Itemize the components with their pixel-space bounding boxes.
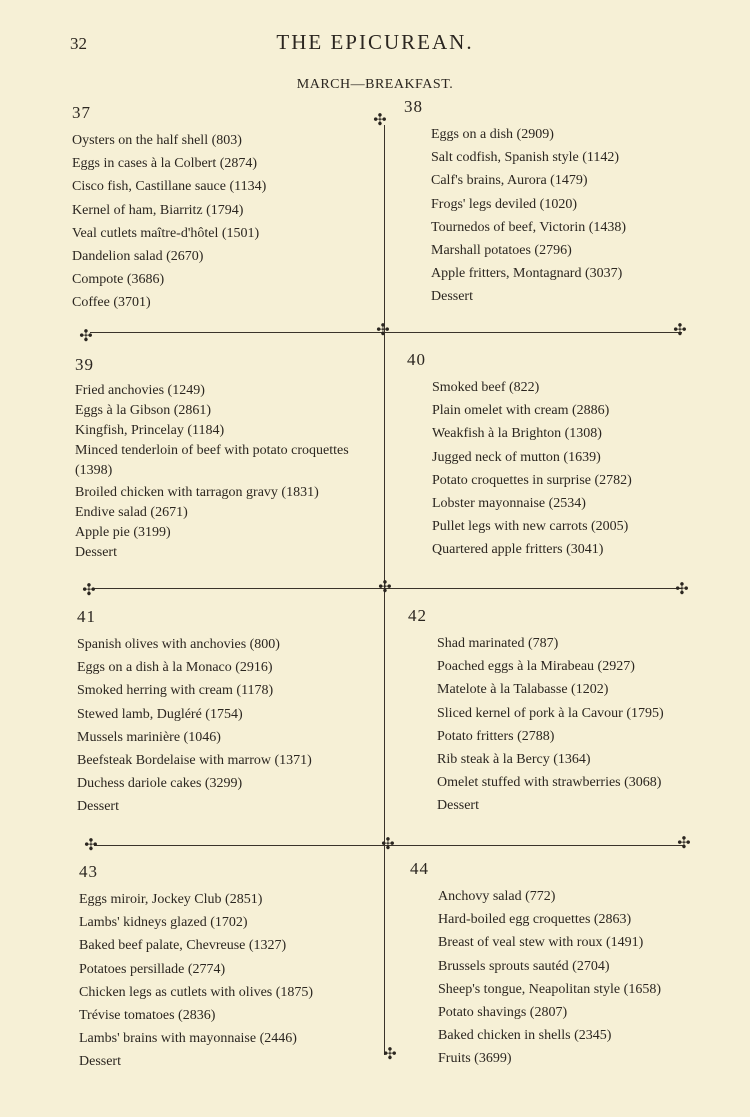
dish-item: Oysters on the half shell (803) <box>72 133 242 148</box>
dish-item: Potato fritters (2788) <box>437 728 555 744</box>
dish-item: Kingfish, Princelay (1184) <box>75 423 225 438</box>
dish-item: Apple pie (3199) <box>75 525 171 540</box>
dish-item: Dessert <box>75 545 117 560</box>
menu-number: 38 <box>404 97 423 116</box>
dish-item: Coffee (3701) <box>72 295 151 311</box>
menu-number: 37 <box>72 103 91 122</box>
dish-item: Sheep's tongue, Neapolitan style (1658) <box>438 981 661 997</box>
dish-item: Tournedos of beef, Victorin (1438) <box>431 219 627 235</box>
dish-item: Lambs' brains with mayonnaise (2446) <box>79 1031 297 1047</box>
dish-item: Jugged neck of mutton (1639) <box>432 449 601 465</box>
dish-item: Anchovy salad (772) <box>438 889 556 904</box>
dish-item: Kernel of ham, Biarritz (1794) <box>72 202 244 218</box>
dish-list <box>407 376 707 562</box>
dish-item: Veal cutlets maître-d'hôtel (1501) <box>72 225 260 241</box>
ornament-icon: ✣ <box>373 112 387 129</box>
dish-item: Matelote à la Talabasse (1202) <box>437 682 609 698</box>
dish-item: Eggs miroir, Jockey Club (2851) <box>79 892 263 907</box>
dish-item: Endive salad (2671) <box>75 505 188 520</box>
dish-item: Dessert <box>437 798 479 814</box>
dish-list <box>75 381 367 563</box>
menu-39 <box>75 355 367 563</box>
menu-number: 40 <box>407 350 426 369</box>
dish-item: Weakfish à la Brighton (1308) <box>432 426 602 442</box>
page-number: 32 <box>70 34 87 53</box>
dish-list <box>72 129 372 315</box>
menu-number: 43 <box>79 862 98 881</box>
dish-item: Lambs' kidneys glazed (1702) <box>79 915 248 931</box>
dish-item: Eggs on a dish à la Monaco (2916) <box>77 660 273 676</box>
running-title: THE EPICUREAN. <box>276 30 474 54</box>
dish-item: Eggs à la Gibson (2861) <box>75 403 212 418</box>
dish-list <box>404 123 704 309</box>
menu-37 <box>72 103 372 315</box>
dish-item: Salt codfish, Spanish style (1142) <box>431 150 620 166</box>
dish-item: Rib steak à la Bercy (1364) <box>437 752 591 768</box>
dish-item: Broiled chicken with tarragon gravy (1831) <box>75 485 319 500</box>
menu-number: 41 <box>77 607 96 626</box>
dish-item: Frogs' legs deviled (1020) <box>431 196 578 212</box>
dish-item: Pullet legs with new carrots (2005) <box>432 519 629 535</box>
ornament-icon: ✣ <box>383 1046 397 1063</box>
ornament-icon: ✣ <box>376 322 390 339</box>
dish-item: Shad marinated (787) <box>437 636 559 651</box>
dish-item: Potatoes persillade (2774) <box>79 961 226 977</box>
ornament-icon: ✣ <box>381 836 395 853</box>
dish-item: Apple fritters, Montagnard (3037) <box>431 266 623 282</box>
menu-40 <box>407 350 707 562</box>
dish-item: Dessert <box>431 289 473 305</box>
ornament-icon: ✣ <box>378 579 392 596</box>
dish-item: Mussels marinière (1046) <box>77 729 221 745</box>
ornament-icon: ✣ <box>84 837 98 854</box>
menu-41 <box>77 607 377 819</box>
dish-item: Lobster mayonnaise (2534) <box>432 496 586 512</box>
dish-item: Duchess dariole cakes (3299) <box>77 776 243 792</box>
menu-number: 44 <box>410 859 429 878</box>
dish-item: Potato shavings (2807) <box>438 1005 568 1021</box>
ornament-icon: ✣ <box>673 322 687 339</box>
dish-item: Spanish olives with anchovies (800) <box>77 637 280 652</box>
dish-item: Smoked herring with cream (1178) <box>77 683 274 699</box>
dish-item: Dessert <box>77 799 119 815</box>
dish-item: Beefsteak Bordelaise with marrow (1371) <box>77 753 312 769</box>
dish-item: Chicken legs as cutlets with olives (1875) <box>79 984 314 1000</box>
dish-item: Dandelion salad (2670) <box>72 249 204 265</box>
dish-item: Marshall potatoes (2796) <box>431 243 572 259</box>
ornament-icon: ✣ <box>675 581 689 598</box>
section-title: MARCH—BREAKFAST. <box>296 77 454 92</box>
dish-item: Fried anchovies (1249) <box>75 383 205 398</box>
menu-43 <box>79 862 379 1074</box>
dish-item: Stewed lamb, Dugléré (1754) <box>77 706 243 722</box>
dish-item: Sliced kernel of pork à la Cavour (1795) <box>437 705 664 721</box>
dish-item: Hard-boiled egg croquettes (2863) <box>438 912 632 928</box>
dish-list <box>79 888 379 1074</box>
dish-item: Baked beef palate, Chevreuse (1327) <box>79 938 287 954</box>
dish-item: Trévise tomatoes (2836) <box>79 1008 216 1024</box>
dish-item: Eggs on a dish (2909) <box>431 127 554 142</box>
dish-item: Omelet stuffed with strawberries (3068) <box>437 775 662 791</box>
dish-item: Plain omelet with cream (2886) <box>432 403 610 419</box>
dish-item: Potato croquettes in surprise (2782) <box>432 472 632 488</box>
dish-item: Quartered apple fritters (3041) <box>432 542 604 558</box>
menu-38 <box>404 97 704 309</box>
dish-list <box>408 632 708 818</box>
dish-item: Calf's brains, Aurora (1479) <box>431 173 588 189</box>
dish-item: Baked chicken in shells (2345) <box>438 1028 612 1044</box>
ornament-icon: ✣ <box>677 835 691 852</box>
menu-44 <box>410 859 710 1071</box>
menu-number: 39 <box>75 355 94 374</box>
ornament-icon: ✣ <box>79 328 93 345</box>
dish-item: Dessert <box>79 1054 121 1070</box>
dish-item: Eggs in cases à la Colbert (2874) <box>72 156 258 172</box>
dish-item: Cisco fish, Castillane sauce (1134) <box>72 179 267 195</box>
dish-item: Poached eggs à la Mirabeau (2927) <box>437 659 635 675</box>
ornament-icon: ✣ <box>82 582 96 599</box>
dish-item: Compote (3686) <box>72 272 165 288</box>
dish-item: Breast of veal stew with roux (1491) <box>438 935 644 951</box>
dish-list <box>77 633 377 819</box>
dish-item: Brussels sprouts sautéd (2704) <box>438 958 610 974</box>
dish-list <box>410 885 710 1071</box>
menu-number: 42 <box>408 606 427 625</box>
dish-item: Fruits (3699) <box>438 1051 512 1067</box>
dish-item: Minced tenderloin of beef with potato croquettes (1398) <box>75 443 349 478</box>
dish-item: Smoked beef (822) <box>432 380 540 395</box>
menu-42 <box>408 606 708 818</box>
